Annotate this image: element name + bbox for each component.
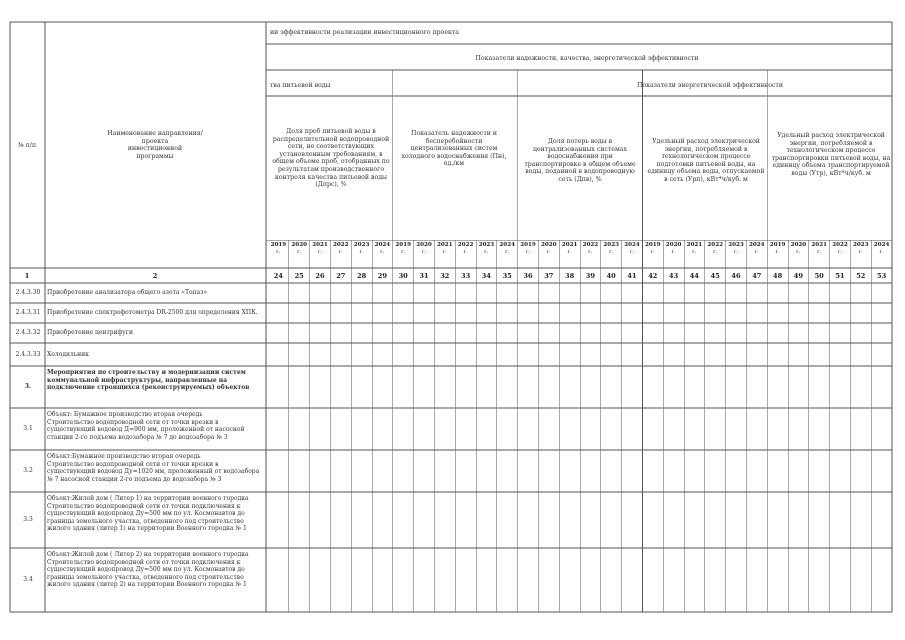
row-code: 3.3 <box>23 516 33 523</box>
column-number: 48 <box>772 272 783 280</box>
year-label <box>268 242 289 256</box>
year-label <box>705 242 726 256</box>
year-suffix: г. <box>858 249 863 255</box>
row-code: 2.4.3.30 <box>15 289 41 296</box>
year-label <box>351 242 372 256</box>
year-label <box>601 242 622 256</box>
year-value: 2021 <box>312 242 328 248</box>
year-suffix: г. <box>505 249 510 255</box>
year-label <box>809 242 830 256</box>
year-label <box>393 242 414 256</box>
year-suffix: г. <box>546 249 551 255</box>
row-name: Объект:Бумажное производство вторая очередь Строительство водопроводной сети от точки врезки в существующий водовод Ду=1020 мм, проложенный от водозабора № 7 насосной станции 2-го подъема до водозабора № 3 <box>47 453 260 483</box>
year-value: 2020 <box>665 242 682 248</box>
column-number: 31 <box>419 272 429 280</box>
column-number: 43 <box>668 272 679 280</box>
year-suffix: г. <box>442 249 447 255</box>
column-number: 37 <box>544 272 554 280</box>
column-number: 25 <box>294 272 304 280</box>
year-suffix: г. <box>463 249 468 255</box>
year-value: 2019 <box>645 242 661 248</box>
year-suffix: г. <box>671 249 676 255</box>
column-number: 44 <box>689 272 699 280</box>
column-number: 52 <box>856 272 866 280</box>
column-number: 42 <box>648 272 658 280</box>
column-number: 49 <box>793 272 803 280</box>
year-suffix: г. <box>380 249 385 255</box>
year-suffix: г. <box>879 249 884 255</box>
header-quality-title: тва питьевой воды <box>270 82 331 89</box>
row-name: Приобретение центрифуги <box>47 329 133 336</box>
row-code: 3.1 <box>23 425 33 432</box>
year-value: 2021 <box>561 242 578 248</box>
year-value: 2021 <box>811 242 827 248</box>
year-suffix: г. <box>401 249 406 255</box>
year-label <box>684 242 705 256</box>
year-label <box>580 242 601 256</box>
year-label <box>663 242 684 256</box>
year-label <box>434 242 455 256</box>
header-top-title: ии эффективности реализации инвестиционного проекта <box>270 29 459 36</box>
year-label <box>414 242 435 256</box>
year-value: 2022 <box>457 242 474 248</box>
year-value: 2019 <box>520 242 536 248</box>
header-energy-title: Показатели энергетической эффективности <box>637 82 783 89</box>
column-number: 34 <box>481 272 491 280</box>
year-label <box>497 242 518 256</box>
row-name: Объект: Бумажное производство вторая очередь Строительство водопроводной сети от точки врезки в существующий водовод Д=900 мм, проложенной от насосной станции 2-го подъема водозабора № 7 до водозабора № 3 <box>47 411 245 441</box>
year-label <box>538 242 559 256</box>
column-number: 29 <box>377 272 387 280</box>
year-value: 2023 <box>353 242 370 248</box>
row-code: 2.4.3.32 <box>15 329 41 336</box>
year-value: 2021 <box>686 242 703 248</box>
row-name: Приобретение анализатора общего азота «Топаз» <box>47 289 208 296</box>
row-name: Объект:Жилой дом ( Литер 2) на территории военного городка Строительство водопроводной сети от точки подключения к существующий водопровод Ду=500 мм по ул. Космонавтов до границы земельного участка, отведенного под строительство жилого здания (литер 2) на территории Военного городка № 1 <box>47 551 249 589</box>
column-number: 53 <box>876 272 887 280</box>
col-no-header: № п/п <box>17 142 37 149</box>
column-number: 41 <box>627 272 637 280</box>
year-label <box>559 242 580 256</box>
year-value: 2024 <box>374 242 391 248</box>
column-number: 26 <box>315 272 325 280</box>
year-label <box>518 242 539 256</box>
column-number: 45 <box>710 272 720 280</box>
column-number: 27 <box>336 272 346 280</box>
year-value: 2023 <box>853 242 869 248</box>
year-value: 2022 <box>707 242 723 248</box>
year-value: 2021 <box>437 242 453 248</box>
year-suffix: г. <box>650 249 655 255</box>
column-number: 28 <box>356 272 367 280</box>
year-suffix: г. <box>297 249 302 255</box>
year-suffix: г. <box>484 249 489 255</box>
row-code: 3.2 <box>23 467 33 474</box>
year-suffix: г. <box>817 249 822 255</box>
year-value: 2024 <box>749 242 765 248</box>
year-label <box>642 242 663 256</box>
year-suffix: г. <box>733 249 739 255</box>
row-code: 2.4.3.33 <box>15 350 41 358</box>
year-label <box>767 242 788 256</box>
year-value: 2023 <box>728 242 744 248</box>
year-value: 2022 <box>832 242 848 248</box>
year-label <box>871 242 892 256</box>
column-number: 50 <box>814 272 824 280</box>
column-number: 46 <box>731 272 741 280</box>
column-number: 33 <box>460 272 471 280</box>
year-value: 2022 <box>582 242 599 248</box>
year-suffix: г. <box>754 249 759 255</box>
year-label <box>289 242 310 256</box>
column-number: 24 <box>273 272 283 280</box>
row-name: Объект:Жилой дом ( Литер 1) на территории военного городка Строительство водопроводной сети от точки подключения к существующий водопровод Ду=500 мм по ул. Космонавтов до границы земельного участка, отведенного под строительство жилого здания (литер 1) на территории Военного городка № 1 <box>47 495 249 533</box>
column-number: 40 <box>606 272 616 280</box>
year-value: 2020 <box>416 242 432 248</box>
year-suffix: г. <box>359 249 364 255</box>
column-number: 30 <box>398 272 408 280</box>
year-value: 2019 <box>270 242 287 248</box>
year-suffix: г. <box>692 249 697 255</box>
year-suffix: г. <box>338 249 343 255</box>
column-number-first: 1 <box>24 272 30 280</box>
column-number: 39 <box>585 272 595 280</box>
column-number: 38 <box>564 272 575 280</box>
year-value: 2020 <box>541 242 557 248</box>
year-suffix: г. <box>421 249 427 255</box>
year-value: 2023 <box>478 242 495 248</box>
year-suffix: г. <box>317 249 323 255</box>
column-number: 51 <box>835 272 845 280</box>
year-label <box>850 242 871 256</box>
year-label <box>476 242 497 256</box>
year-suffix: г. <box>567 249 572 255</box>
year-label <box>622 242 643 256</box>
year-label <box>830 242 851 256</box>
year-label <box>330 242 351 256</box>
col-reliability-header: Показатель надежности и бесперебойности централизованных систем холодного водоснабжения (Пн), ед./км <box>401 130 507 168</box>
year-value: 2020 <box>790 242 807 248</box>
year-label <box>746 242 767 256</box>
col-losses-header: Доля потерь воды в централизованных системах водоснабжения при транспортировке в общем объеме воды, поданной в водопроводную сеть (Дпв), % <box>524 138 636 183</box>
col-name-header: Наименование направления/ проекта инвестиционной программы <box>107 130 203 160</box>
year-label <box>788 242 809 256</box>
column-number: 35 <box>502 272 512 280</box>
year-suffix: г. <box>796 249 801 255</box>
year-value: 2024 <box>873 242 890 248</box>
year-suffix: г. <box>276 249 281 255</box>
year-suffix: г. <box>775 249 780 255</box>
year-value: 2024 <box>624 242 640 248</box>
col-energy-prep-header: Удельный расход электрической энергии, потребляемой в технологическом процессе подготовки питьевой воды, на единицу объема воды, отпускаемой в сеть (Урп), кВт*ч/куб. м <box>647 138 765 183</box>
row-name: Холодильник <box>47 350 89 358</box>
column-number: 36 <box>523 272 533 280</box>
year-label <box>726 242 747 256</box>
year-value: 2019 <box>395 242 411 248</box>
column-number-second: 2 <box>152 272 158 280</box>
year-suffix: г. <box>525 249 531 255</box>
year-value: 2019 <box>769 242 786 248</box>
year-suffix: г. <box>713 249 718 255</box>
row-code: 3.4 <box>23 576 33 583</box>
year-suffix: г. <box>588 249 593 255</box>
year-suffix: г. <box>609 249 614 255</box>
row-code: 3. <box>24 383 32 390</box>
year-value: 2020 <box>291 242 307 248</box>
year-suffix: г. <box>837 249 843 255</box>
year-label <box>310 242 331 256</box>
year-value: 2022 <box>333 242 349 248</box>
row-name: Приобретение спектрофотометра DR-2500 для определения ХПК. <box>47 309 258 316</box>
year-suffix: г. <box>629 249 635 255</box>
column-number: 47 <box>752 272 762 280</box>
row-code: 2.4.3.31 <box>15 309 41 316</box>
header-indicators-title: Показатели надежности, качества, энергетической эффективности <box>475 55 699 62</box>
year-value: 2024 <box>499 242 515 248</box>
year-value: 2023 <box>603 242 619 248</box>
row-name: Мероприятия по строительству и модернизации систем коммунальной инфраструктуры, направленные на подключение строящихся (реконструируемых) объектов <box>47 369 250 392</box>
year-label <box>372 242 393 256</box>
col-energy-transport-header: Удельный расход электрической энергии, потребляемой в технологическом процессе транспортировки питьевой воды, на единицу объема транспортируемой воды (Утр), кВт*ч/куб. м <box>771 132 891 177</box>
col-quality-header: Доля проб питьевой воды в распределительной водопроводной сети, не соответствующих установленным требованиям, в общем объеме проб, отобранных по результатам производственного контроля качества питьевой воды (Дпрс), % <box>272 128 390 189</box>
column-number: 32 <box>440 272 450 280</box>
year-label <box>455 242 476 256</box>
